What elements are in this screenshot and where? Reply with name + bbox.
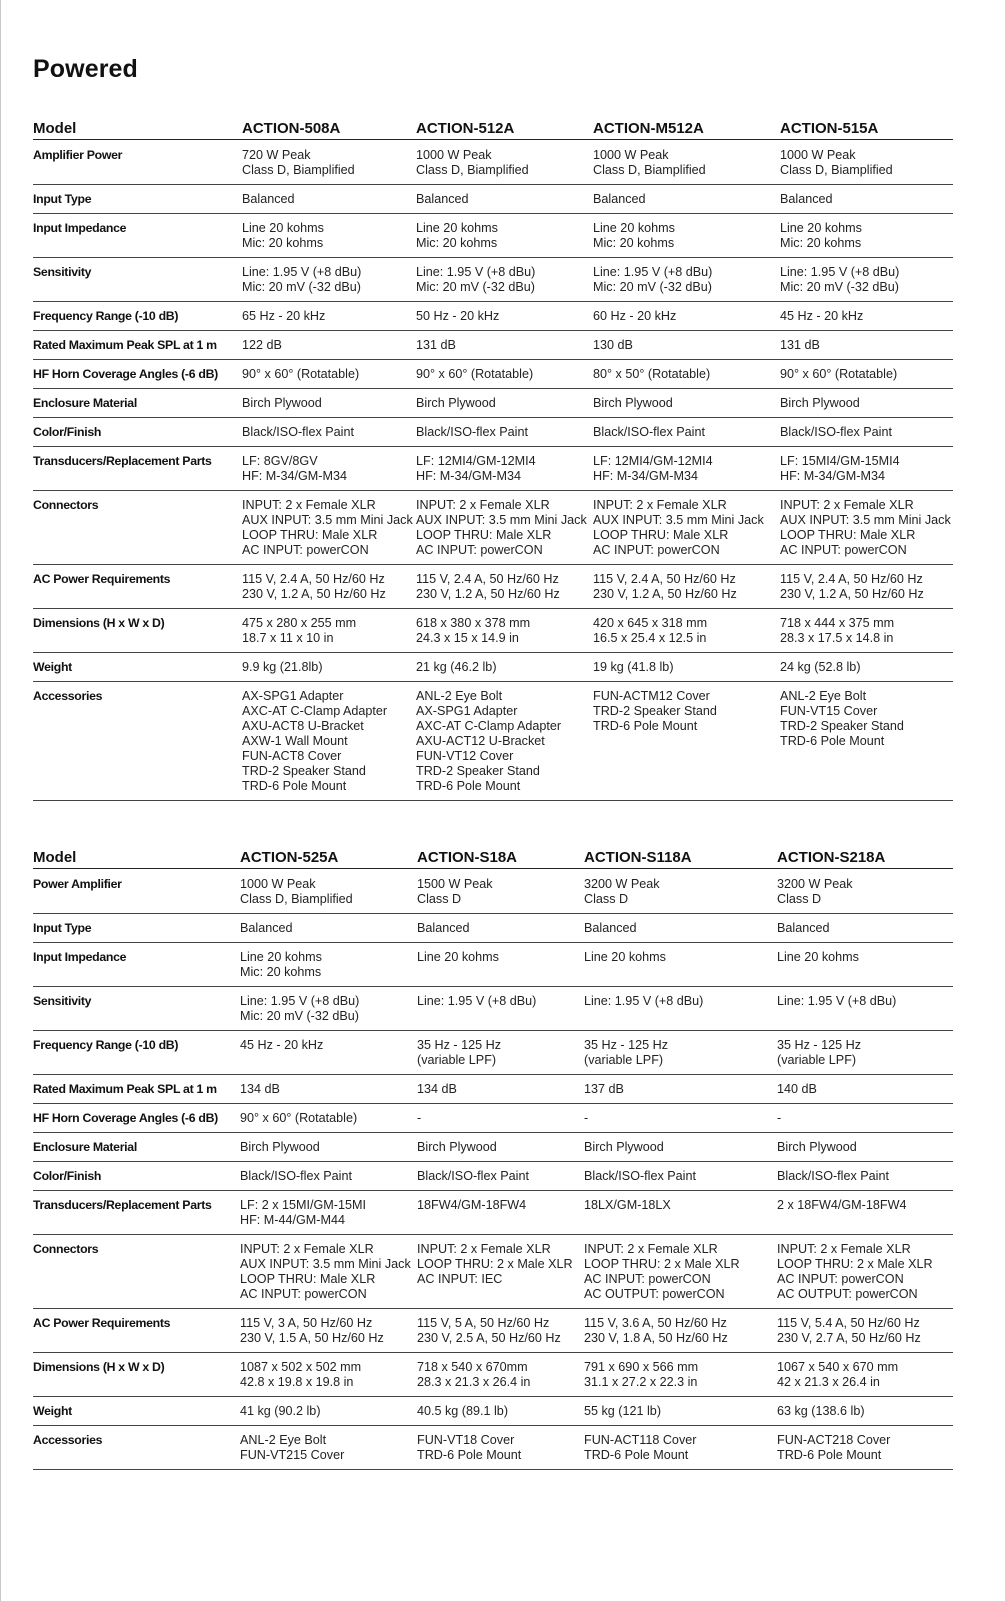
spec-row bbox=[33, 914, 953, 943]
spec-value: INPUT: 2 x Female XLR AUX INPUT: 3.5 mm Mini Jack LOOP THRU: Male XLR AC INPUT: powerCON bbox=[593, 491, 780, 565]
spec-value: Balanced bbox=[240, 914, 417, 943]
model-name-header: ACTION-525A bbox=[240, 846, 417, 869]
spec-value: 140 dB bbox=[777, 1075, 953, 1104]
spec-label: Input Type bbox=[33, 914, 240, 943]
spec-value: 791 x 690 x 566 mm 31.1 x 27.2 x 22.3 in bbox=[584, 1353, 777, 1397]
spec-row bbox=[33, 331, 953, 360]
spec-value: 45 Hz - 20 kHz bbox=[780, 302, 953, 331]
spec-label: Dimensions (H x W x D) bbox=[33, 609, 242, 653]
spec-value: 3200 W Peak Class D bbox=[584, 869, 777, 914]
spec-label: Weight bbox=[33, 653, 242, 682]
header-row bbox=[33, 117, 953, 140]
spec-value: LF: 12MI4/GM-12MI4 HF: M-34/GM-M34 bbox=[593, 447, 780, 491]
page-title: Powered bbox=[33, 55, 138, 83]
spec-row bbox=[33, 491, 953, 565]
spec-value: 1000 W Peak Class D, Biamplified bbox=[780, 140, 953, 185]
model-name-header: ACTION-S118A bbox=[584, 846, 777, 869]
spec-value: Birch Plywood bbox=[240, 1133, 417, 1162]
spec-value: INPUT: 2 x Female XLR LOOP THRU: 2 x Male XLR AC INPUT: IEC bbox=[417, 1235, 584, 1309]
spec-label: Power Amplifier bbox=[33, 869, 240, 914]
spec-value: Black/ISO-flex Paint bbox=[593, 418, 780, 447]
spec-row bbox=[33, 360, 953, 389]
spec-value: 134 dB bbox=[417, 1075, 584, 1104]
spec-value: Black/ISO-flex Paint bbox=[242, 418, 416, 447]
spec-value: 122 dB bbox=[242, 331, 416, 360]
spec-row bbox=[33, 1104, 953, 1133]
spec-value: 115 V, 5.4 A, 50 Hz/60 Hz 230 V, 2.7 A, 50 Hz/60 Hz bbox=[777, 1309, 953, 1353]
spec-value: Line 20 kohms bbox=[777, 943, 953, 987]
spec-value: Black/ISO-flex Paint bbox=[584, 1162, 777, 1191]
spec-value: 115 V, 5 A, 50 Hz/60 Hz 230 V, 2.5 A, 50 Hz/60 Hz bbox=[417, 1309, 584, 1353]
spec-value: INPUT: 2 x Female XLR AUX INPUT: 3.5 mm Mini Jack LOOP THRU: Male XLR AC INPUT: powerCON bbox=[780, 491, 953, 565]
spec-value: 80° x 50° (Rotatable) bbox=[593, 360, 780, 389]
spec-value: 115 V, 2.4 A, 50 Hz/60 Hz 230 V, 1.2 A, 50 Hz/60 Hz bbox=[242, 565, 416, 609]
spec-value: Line: 1.95 V (+8 dBu) Mic: 20 mV (-32 dBu) bbox=[416, 258, 593, 302]
spec-table-2 bbox=[33, 846, 953, 1470]
spec-value: Birch Plywood bbox=[777, 1133, 953, 1162]
spec-value: 63 kg (138.6 lb) bbox=[777, 1397, 953, 1426]
spec-label: Input Type bbox=[33, 185, 242, 214]
spec-value: Line: 1.95 V (+8 dBu) Mic: 20 mV (-32 dBu) bbox=[242, 258, 416, 302]
spec-value: Birch Plywood bbox=[242, 389, 416, 418]
model-name-header: ACTION-M512A bbox=[593, 117, 780, 140]
spec-value: ANL-2 Eye Bolt AX-SPG1 Adapter AXC-AT C-Clamp Adapter AXU-ACT12 U-Bracket FUN-VT12 Cover TRD-2 Speaker Stand TRD-6 Pole Mount bbox=[416, 682, 593, 801]
model-header: Model bbox=[33, 117, 242, 140]
spec-value: LF: 12MI4/GM-12MI4 HF: M-34/GM-M34 bbox=[416, 447, 593, 491]
spec-value: 2 x 18FW4/GM-18FW4 bbox=[777, 1191, 953, 1235]
spec-value: Birch Plywood bbox=[780, 389, 953, 418]
spec-label: Frequency Range (-10 dB) bbox=[33, 1031, 240, 1075]
spec-value: Line 20 kohms Mic: 20 kohms bbox=[242, 214, 416, 258]
spec-value: Black/ISO-flex Paint bbox=[417, 1162, 584, 1191]
spec-value: 18FW4/GM-18FW4 bbox=[417, 1191, 584, 1235]
spec-value: 1067 x 540 x 670 mm 42 x 21.3 x 26.4 in bbox=[777, 1353, 953, 1397]
spec-value: Balanced bbox=[593, 185, 780, 214]
spec-value: Balanced bbox=[417, 914, 584, 943]
spec-row bbox=[33, 609, 953, 653]
spec-label: Frequency Range (-10 dB) bbox=[33, 302, 242, 331]
spec-value: AX-SPG1 Adapter AXC-AT C-Clamp Adapter AXU-ACT8 U-Bracket AXW-1 Wall Mount FUN-ACT8 Cover TRD-2 Speaker Stand TRD-6 Pole Mount bbox=[242, 682, 416, 801]
spec-row bbox=[33, 653, 953, 682]
spec-value: 19 kg (41.8 lb) bbox=[593, 653, 780, 682]
spec-value: 1000 W Peak Class D, Biamplified bbox=[240, 869, 417, 914]
spec-value: Birch Plywood bbox=[584, 1133, 777, 1162]
spec-row bbox=[33, 389, 953, 418]
spec-value: FUN-ACT118 Cover TRD-6 Pole Mount bbox=[584, 1426, 777, 1470]
spec-row bbox=[33, 418, 953, 447]
spec-value: 35 Hz - 125 Hz (variable LPF) bbox=[584, 1031, 777, 1075]
spec-row bbox=[33, 1426, 953, 1470]
spec-value: 475 x 280 x 255 mm 18.7 x 11 x 10 in bbox=[242, 609, 416, 653]
page-left-edge bbox=[0, 0, 1, 1601]
spec-row bbox=[33, 1235, 953, 1309]
spec-value: Line: 1.95 V (+8 dBu) Mic: 20 mV (-32 dBu) bbox=[593, 258, 780, 302]
spec-row bbox=[33, 185, 953, 214]
spec-row bbox=[33, 1133, 953, 1162]
spec-value: 35 Hz - 125 Hz (variable LPF) bbox=[777, 1031, 953, 1075]
spec-value: 45 Hz - 20 kHz bbox=[240, 1031, 417, 1075]
spec-value: 41 kg (90.2 lb) bbox=[240, 1397, 417, 1426]
spec-row bbox=[33, 943, 953, 987]
spec-label: AC Power Requirements bbox=[33, 565, 242, 609]
spec-row bbox=[33, 140, 953, 185]
spec-value: 55 kg (121 lb) bbox=[584, 1397, 777, 1426]
spec-value: LF: 15MI4/GM-15MI4 HF: M-34/GM-M34 bbox=[780, 447, 953, 491]
spec-row bbox=[33, 1309, 953, 1353]
spec-value: Line 20 kohms bbox=[417, 943, 584, 987]
spec-value: Balanced bbox=[242, 185, 416, 214]
spec-value: Birch Plywood bbox=[416, 389, 593, 418]
spec-value: Line 20 kohms Mic: 20 kohms bbox=[416, 214, 593, 258]
spec-table-1 bbox=[33, 117, 953, 801]
spec-value: Line: 1.95 V (+8 dBu) Mic: 20 mV (-32 dBu) bbox=[240, 987, 417, 1031]
spec-row bbox=[33, 1191, 953, 1235]
spec-label: Enclosure Material bbox=[33, 1133, 240, 1162]
spec-value: Line: 1.95 V (+8 dBu) bbox=[417, 987, 584, 1031]
spec-value: FUN-VT18 Cover TRD-6 Pole Mount bbox=[417, 1426, 584, 1470]
spec-value: Line 20 kohms Mic: 20 kohms bbox=[240, 943, 417, 987]
spec-value: 115 V, 3.6 A, 50 Hz/60 Hz 230 V, 1.8 A, 50 Hz/60 Hz bbox=[584, 1309, 777, 1353]
spec-value: Line: 1.95 V (+8 dBu) bbox=[777, 987, 953, 1031]
spec-value: LF: 8GV/8GV HF: M-34/GM-M34 bbox=[242, 447, 416, 491]
spec-value: 115 V, 2.4 A, 50 Hz/60 Hz 230 V, 1.2 A, 50 Hz/60 Hz bbox=[416, 565, 593, 609]
spec-value: Line 20 kohms bbox=[584, 943, 777, 987]
spec-value: 1500 W Peak Class D bbox=[417, 869, 584, 914]
spec-value: 718 x 540 x 670mm 28.3 x 21.3 x 26.4 in bbox=[417, 1353, 584, 1397]
spec-value: 1000 W Peak Class D, Biamplified bbox=[593, 140, 780, 185]
spec-value: 21 kg (46.2 lb) bbox=[416, 653, 593, 682]
spec-label: Accessories bbox=[33, 682, 242, 801]
spec-value: ANL-2 Eye Bolt FUN-VT215 Cover bbox=[240, 1426, 417, 1470]
spec-value: 115 V, 2.4 A, 50 Hz/60 Hz 230 V, 1.2 A, 50 Hz/60 Hz bbox=[780, 565, 953, 609]
spec-value: Line: 1.95 V (+8 dBu) Mic: 20 mV (-32 dBu) bbox=[780, 258, 953, 302]
spec-row bbox=[33, 565, 953, 609]
spec-label: Input Impedance bbox=[33, 943, 240, 987]
spec-label: Weight bbox=[33, 1397, 240, 1426]
model-header: Model bbox=[33, 846, 240, 869]
spec-label: Color/Finish bbox=[33, 418, 242, 447]
spec-label: Transducers/Replacement Parts bbox=[33, 1191, 240, 1235]
spec-label: HF Horn Coverage Angles (-6 dB) bbox=[33, 360, 242, 389]
spec-value: Birch Plywood bbox=[417, 1133, 584, 1162]
spec-value: 618 x 380 x 378 mm 24.3 x 15 x 14.9 in bbox=[416, 609, 593, 653]
spec-label: Rated Maximum Peak SPL at 1 m bbox=[33, 331, 242, 360]
spec-row bbox=[33, 869, 953, 914]
spec-label: Sensitivity bbox=[33, 987, 240, 1031]
spec-value: 60 Hz - 20 kHz bbox=[593, 302, 780, 331]
spec-row bbox=[33, 214, 953, 258]
spec-label: AC Power Requirements bbox=[33, 1309, 240, 1353]
spec-value: INPUT: 2 x Female XLR AUX INPUT: 3.5 mm Mini Jack LOOP THRU: Male XLR AC INPUT: powerCON bbox=[242, 491, 416, 565]
model-name-header: ACTION-515A bbox=[780, 117, 953, 140]
spec-row bbox=[33, 302, 953, 331]
spec-value: 130 dB bbox=[593, 331, 780, 360]
spec-row bbox=[33, 258, 953, 302]
spec-value: INPUT: 2 x Female XLR AUX INPUT: 3.5 mm Mini Jack LOOP THRU: Male XLR AC INPUT: powerCON bbox=[416, 491, 593, 565]
spec-value: FUN-ACT218 Cover TRD-6 Pole Mount bbox=[777, 1426, 953, 1470]
spec-value: 134 dB bbox=[240, 1075, 417, 1104]
spec-value: 718 x 444 x 375 mm 28.3 x 17.5 x 14.8 in bbox=[780, 609, 953, 653]
spec-value: Black/ISO-flex Paint bbox=[777, 1162, 953, 1191]
spec-value: - bbox=[777, 1104, 953, 1133]
model-name-header: ACTION-508A bbox=[242, 117, 416, 140]
spec-label: HF Horn Coverage Angles (-6 dB) bbox=[33, 1104, 240, 1133]
spec-value: 3200 W Peak Class D bbox=[777, 869, 953, 914]
spec-label: Connectors bbox=[33, 491, 242, 565]
spec-value: - bbox=[584, 1104, 777, 1133]
spec-value: 90° x 60° (Rotatable) bbox=[780, 360, 953, 389]
spec-value: 40.5 kg (89.1 lb) bbox=[417, 1397, 584, 1426]
spec-label: Sensitivity bbox=[33, 258, 242, 302]
spec-value: INPUT: 2 x Female XLR LOOP THRU: 2 x Male XLR AC INPUT: powerCON AC OUTPUT: powerCON bbox=[777, 1235, 953, 1309]
spec-value: 131 dB bbox=[416, 331, 593, 360]
spec-value: 18LX/GM-18LX bbox=[584, 1191, 777, 1235]
spec-value: Balanced bbox=[777, 914, 953, 943]
spec-value: 9.9 kg (21.8lb) bbox=[242, 653, 416, 682]
model-name-header: ACTION-S18A bbox=[417, 846, 584, 869]
spec-value: 115 V, 3 A, 50 Hz/60 Hz 230 V, 1.5 A, 50 Hz/60 Hz bbox=[240, 1309, 417, 1353]
spec-value: 90° x 60° (Rotatable) bbox=[240, 1104, 417, 1133]
spec-value: 35 Hz - 125 Hz (variable LPF) bbox=[417, 1031, 584, 1075]
model-name-header: ACTION-512A bbox=[416, 117, 593, 140]
spec-label: Input Impedance bbox=[33, 214, 242, 258]
spec-label: Enclosure Material bbox=[33, 389, 242, 418]
spec-value: 115 V, 2.4 A, 50 Hz/60 Hz 230 V, 1.2 A, 50 Hz/60 Hz bbox=[593, 565, 780, 609]
spec-value: 137 dB bbox=[584, 1075, 777, 1104]
spec-row bbox=[33, 1031, 953, 1075]
spec-label: Color/Finish bbox=[33, 1162, 240, 1191]
spec-value: Birch Plywood bbox=[593, 389, 780, 418]
spec-value: Balanced bbox=[416, 185, 593, 214]
spec-value: 90° x 60° (Rotatable) bbox=[416, 360, 593, 389]
spec-value: Balanced bbox=[584, 914, 777, 943]
spec-value: 24 kg (52.8 lb) bbox=[780, 653, 953, 682]
spec-value: Black/ISO-flex Paint bbox=[780, 418, 953, 447]
spec-row bbox=[33, 1162, 953, 1191]
spec-row bbox=[33, 682, 953, 801]
spec-value: 720 W Peak Class D, Biamplified bbox=[242, 140, 416, 185]
header-row bbox=[33, 846, 953, 869]
spec-label: Transducers/Replacement Parts bbox=[33, 447, 242, 491]
spec-value: INPUT: 2 x Female XLR AUX INPUT: 3.5 mm Mini Jack LOOP THRU: Male XLR AC INPUT: powerCON bbox=[240, 1235, 417, 1309]
spec-value: FUN-ACTM12 Cover TRD-2 Speaker Stand TRD-6 Pole Mount bbox=[593, 682, 780, 801]
spec-value: 65 Hz - 20 kHz bbox=[242, 302, 416, 331]
spec-value: - bbox=[417, 1104, 584, 1133]
spec-row bbox=[33, 987, 953, 1031]
spec-value: Line 20 kohms Mic: 20 kohms bbox=[593, 214, 780, 258]
spec-value: Black/ISO-flex Paint bbox=[416, 418, 593, 447]
spec-value: 131 dB bbox=[780, 331, 953, 360]
spec-label: Accessories bbox=[33, 1426, 240, 1470]
spec-value: 50 Hz - 20 kHz bbox=[416, 302, 593, 331]
spec-value: 1000 W Peak Class D, Biamplified bbox=[416, 140, 593, 185]
spec-row bbox=[33, 1353, 953, 1397]
spec-value: LF: 2 x 15MI/GM-15MI HF: M-44/GM-M44 bbox=[240, 1191, 417, 1235]
spec-row bbox=[33, 447, 953, 491]
spec-value: Line 20 kohms Mic: 20 kohms bbox=[780, 214, 953, 258]
spec-value: Line: 1.95 V (+8 dBu) bbox=[584, 987, 777, 1031]
spec-label: Connectors bbox=[33, 1235, 240, 1309]
spec-value: ANL-2 Eye Bolt FUN-VT15 Cover TRD-2 Speaker Stand TRD-6 Pole Mount bbox=[780, 682, 953, 801]
spec-value: 1087 x 502 x 502 mm 42.8 x 19.8 x 19.8 in bbox=[240, 1353, 417, 1397]
spec-row bbox=[33, 1075, 953, 1104]
spec-value: INPUT: 2 x Female XLR LOOP THRU: 2 x Male XLR AC INPUT: powerCON AC OUTPUT: powerCON bbox=[584, 1235, 777, 1309]
spec-value: Black/ISO-flex Paint bbox=[240, 1162, 417, 1191]
spec-value: Balanced bbox=[780, 185, 953, 214]
spec-value: 90° x 60° (Rotatable) bbox=[242, 360, 416, 389]
spec-value: 420 x 645 x 318 mm 16.5 x 25.4 x 12.5 in bbox=[593, 609, 780, 653]
spec-label: Rated Maximum Peak SPL at 1 m bbox=[33, 1075, 240, 1104]
spec-label: Amplifier Power bbox=[33, 140, 242, 185]
spec-row bbox=[33, 1397, 953, 1426]
spec-label: Dimensions (H x W x D) bbox=[33, 1353, 240, 1397]
model-name-header: ACTION-S218A bbox=[777, 846, 953, 869]
